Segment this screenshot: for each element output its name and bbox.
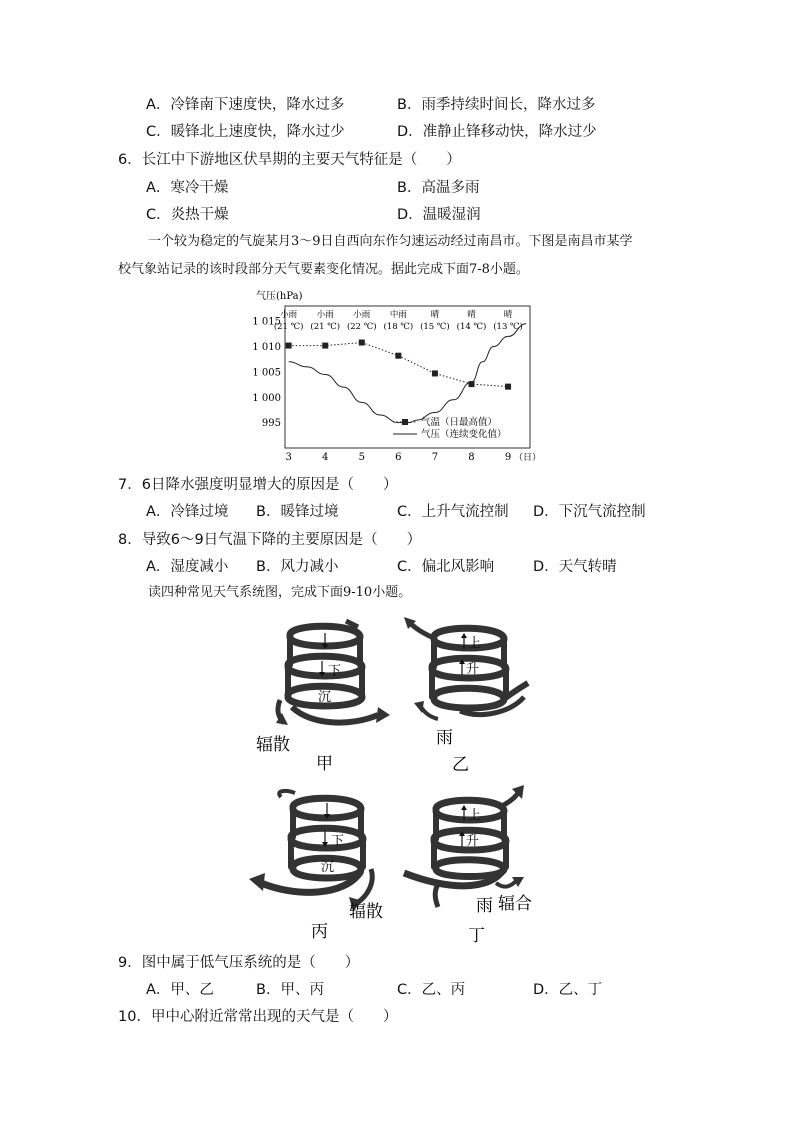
y-tick-label: 995: [261, 418, 281, 430]
passage-910: 读四种常见天气系统图，完成下面9-10小题。: [148, 585, 412, 600]
ding-label-rain: 雨: [476, 896, 493, 916]
temperature-point: [505, 384, 511, 390]
temperature-point: [359, 340, 365, 346]
legend-pressure-label: 气压（连续变化值）: [421, 429, 507, 440]
passage-78-line2: 校气象站记录的该时段部分天气要素变化情况。据此完成下面7-8小题。: [118, 262, 529, 277]
ding-label-convergence: 辐合: [498, 894, 532, 914]
q8-option-d: D．天气转晴: [533, 559, 617, 575]
system-bing-diagram: [245, 785, 405, 945]
q6-option-a: A．寒冷干燥: [146, 180, 229, 196]
q8-option-a: A．湿度减小: [146, 559, 229, 575]
x-tick-label: 9: [504, 452, 512, 463]
yi-outflow-arrow: [410, 623, 436, 639]
jia-label: 辐散: [256, 735, 290, 755]
system-jia-diagram: [250, 615, 400, 775]
y-tick-label: 1 010: [252, 342, 281, 354]
temperature-label: (14 ℃): [456, 322, 487, 332]
x-tick-label: 4: [322, 452, 329, 463]
weather-chart: [252, 286, 542, 464]
q7-stem: 7．6日降水强度明显增大的原因是（ ）: [118, 477, 398, 493]
q7-option-c: C．上升气流控制: [397, 504, 509, 520]
temperature-point: [322, 343, 328, 349]
weather-label: 晴: [467, 310, 476, 320]
ding-inner-bottom: 升: [466, 834, 480, 849]
q8-stem: 8．导致6～9日气温下降的主要原因是（ ）: [118, 532, 422, 548]
temperature-label: (18 ℃): [383, 322, 414, 332]
q6-stem: 6．长江中下游地区伏旱期的主要天气特征是（ ）: [118, 152, 461, 168]
yi-name: 乙: [452, 755, 469, 775]
y-tick-label: 1 000: [252, 392, 281, 404]
bing-inner-top: 下: [331, 834, 345, 849]
jia-outflow-arrow: [292, 707, 378, 723]
q8-option-b: B．风力减小: [256, 559, 339, 575]
bing-label: 辐散: [349, 902, 383, 922]
jia-name: 甲: [316, 754, 333, 774]
q6-option-b: B．高温多雨: [397, 180, 480, 196]
temperature-label: (15 ℃): [420, 322, 450, 332]
q10-stem: 10．甲中心附近常常出现的天气是（ ）: [118, 1009, 398, 1025]
ding-coil-3: [436, 860, 504, 877]
q9-option-c: C．乙、丙: [397, 982, 466, 998]
temperature-label: (21 ℃): [273, 322, 304, 332]
chart-y-axis-title: 气压(hPa): [256, 291, 303, 302]
temperature-label: (13 ℃): [493, 322, 523, 332]
q6-option-c: C．炎热干燥: [146, 207, 229, 223]
temperature-series-line: [289, 343, 508, 387]
temperature-point: [432, 370, 438, 376]
system-ding-diagram: [400, 785, 560, 945]
yi-inner-bottom: 升: [466, 662, 480, 677]
y-tick-label: 1 015: [252, 316, 281, 328]
pressure-series-line: [289, 324, 527, 423]
weather-label: 小雨: [316, 310, 334, 320]
temperature-point: [395, 353, 401, 359]
bing-inner-bottom: 沉: [321, 860, 335, 875]
x-tick-label: 6: [395, 452, 402, 463]
ding-inflow-arrow: [435, 881, 440, 907]
bing-coil-2: [291, 828, 363, 848]
q8-option-c: C．偏北风影响: [397, 559, 495, 575]
y-tick-label: 1 005: [252, 367, 281, 379]
weather-label: 晴: [430, 310, 440, 320]
temperature-point: [286, 343, 292, 349]
temperature-point: [468, 381, 474, 387]
q9-option-b: B．甲、丙: [256, 982, 324, 998]
q9-option-d: D．乙、丁: [533, 982, 603, 998]
q9-stem: 9．图中属于低气压系统的是（ ）: [118, 955, 360, 971]
chart-legend: [393, 416, 507, 440]
yi-label: 雨: [436, 728, 453, 748]
legend-temp-marker: [402, 419, 408, 425]
weather-label: 小雨: [353, 310, 371, 320]
q5-option-a: A．冷锋南下速度快，降水过多: [146, 97, 345, 113]
q5-option-b: B．雨季持续时间长，降水过多: [397, 97, 596, 113]
weather-label: 晴: [503, 310, 513, 320]
jia-inner-top: 下: [328, 664, 342, 679]
system-yi-diagram: [400, 615, 550, 775]
weather-label: 中雨: [389, 310, 407, 320]
bing-name: 丙: [311, 922, 328, 942]
yi-coil-3: [434, 688, 504, 708]
jia-inner-bottom: 沉: [318, 690, 332, 705]
q7-option-a: A．冷锋过境: [146, 504, 229, 520]
ding-outflow-arrow: [500, 793, 518, 807]
passage-78-line1: 一个较为稳定的气旋某月3～9日自西向东作匀速运动经过南昌市。下图是南昌市某学: [148, 234, 633, 249]
yi-inner-top: 上: [468, 636, 482, 651]
temperature-label: (21 ℃): [310, 322, 341, 332]
ding-inner-top: 上: [468, 808, 482, 823]
x-tick-label: 5: [358, 452, 365, 463]
q9-option-a: A．甲、乙: [146, 982, 214, 998]
chart-x-unit: （日）: [514, 453, 542, 463]
q5-option-c: C．暖锋北上速度快，降水过少: [146, 124, 345, 140]
q7-option-b: B．暖锋过境: [256, 504, 339, 520]
ding-name: 丁: [468, 926, 485, 945]
temperature-label: (22 ℃): [346, 322, 377, 332]
q6-option-d: D．温暖湿润: [397, 207, 481, 223]
x-tick-label: 3: [285, 452, 292, 463]
jia-coil-2: [288, 656, 362, 676]
x-tick-label: 8: [468, 452, 475, 463]
q5-option-d: D．准静止锋移动快，降水过少: [397, 124, 597, 140]
weather-label: 小雨: [280, 310, 298, 320]
x-tick-label: 7: [431, 452, 439, 463]
legend-temp-label: 气温（日最高值）: [421, 417, 498, 428]
q7-option-d: D．下沉气流控制: [533, 504, 646, 520]
